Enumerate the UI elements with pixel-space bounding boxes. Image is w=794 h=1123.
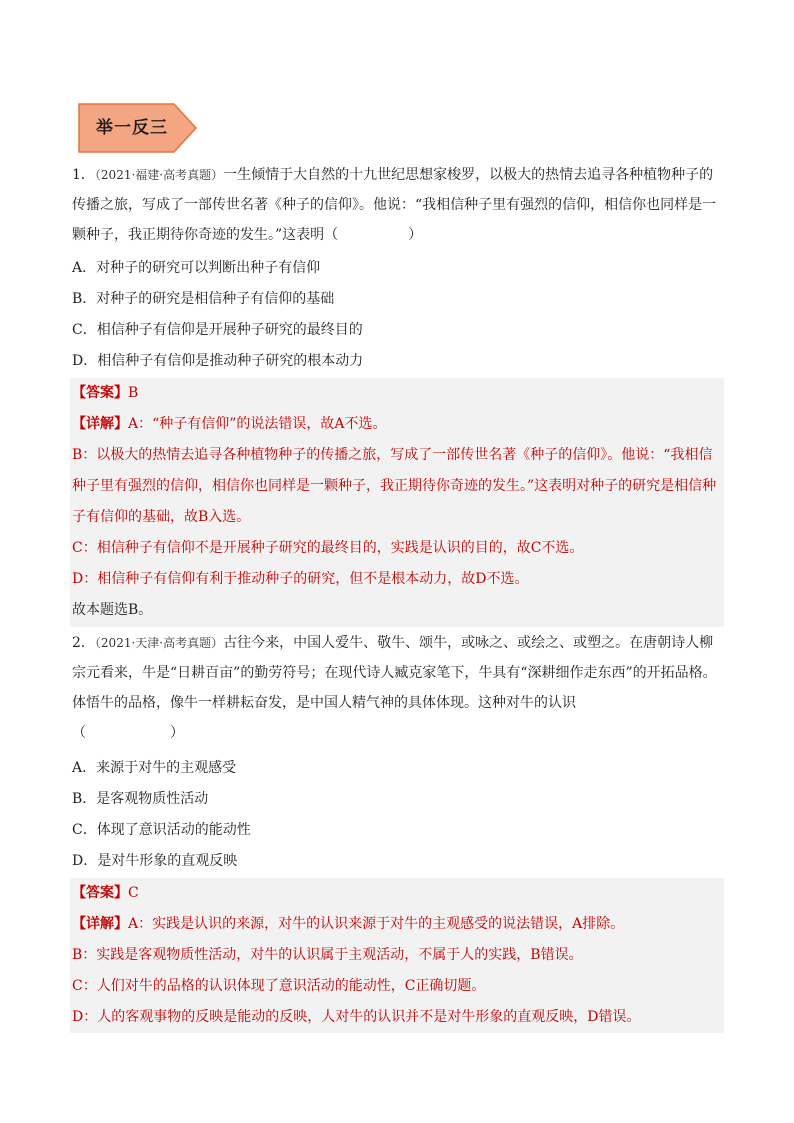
detail-b: B：实践是客观物质性活动，对牛的认识属于主观活动，不属于人的实践，B错误。 (72, 947, 583, 963)
detail-heading: 【详解】 (72, 416, 128, 432)
conclusion: 故本题选B。 (72, 602, 153, 618)
detail-c: C：相信种子有信仰不是开展种子研究的最终目的，实践是认识的目的，故C不选。 (72, 540, 584, 556)
answer-value: C (128, 885, 139, 901)
question-1 (72, 160, 724, 250)
detail-line-a (70, 909, 724, 940)
question-1-options (72, 253, 724, 377)
answer-box-2 (70, 878, 724, 1033)
question-source: （2021·天津·高考真题） (94, 636, 224, 650)
question-text: 古往今来，中国人爱牛、敬牛、颂牛，或咏之、或绘之、或塑之。在唐朝诗人柳宗元看来，牛是“日耕百亩”的勤劳符号；在现代诗人臧克家笔下，牛具有“深耕细作走东西”的开拓品格。体悟牛的品格，像牛一样耕耘奋发，是中国人精气神的具体体现。这种对牛的认识 (72, 635, 717, 711)
answer-heading: 【答案】 (72, 885, 128, 901)
answer-line (70, 878, 724, 909)
detail-d: D：相信种子有信仰有利于推动种子的研究，但不是根本动力，故D不选。 (72, 571, 529, 587)
answer-line (70, 378, 724, 409)
detail-line-a (70, 409, 724, 440)
option-d: D．相信种子有信仰是推动种子研究的根本动力 (72, 353, 364, 369)
option-a: A．来源于对牛的主观感受 (72, 760, 237, 776)
option-c: C．体现了意识活动的能动性 (72, 822, 251, 838)
answer-box-1 (70, 378, 724, 627)
question-1-stem (72, 160, 724, 250)
detail-b: B：以极大的热情去追寻各种植物种子的传播之旅，写成了一部传世名著《种子的信仰》。他说：“我相信种子里有强烈的信仰，相信你也同样是一颗种子，我正期待你奇迹的发生。”这表明对种子的研究是相信种子有信仰的基础，故B入选。 (72, 447, 717, 525)
detail-c: C：人们对牛的品格的认识体现了意识活动的能动性，C正确切题。 (72, 978, 486, 994)
detail-heading: 【详解】 (72, 916, 128, 932)
detail-d: D：人的客观事物的反映是能动的反映，人对牛的认识并不是对牛形象的直观反映，D错误。 (72, 1009, 641, 1025)
option-b: B．是客观物质性活动 (72, 791, 209, 807)
question-2-stem (72, 628, 724, 718)
detail-a: A：实践是认识的来源，对牛的认识来源于对牛的主观感受的说法错误，A排除。 (128, 916, 625, 932)
option-d: D．是对牛形象的直观反映 (72, 853, 238, 869)
detail-a: A：“种子有信仰”的说法错误，故A不选。 (128, 416, 387, 432)
section-title: 举一反三 (96, 118, 168, 138)
option-a: A．对种子的研究可以判断出种子有信仰 (72, 260, 321, 276)
section-banner (78, 103, 198, 153)
question-text: 一生倾情于大自然的十九世纪思想家梭罗，以极大的热情去追寻各种植物种子的传播之旅，写成了一部传世名著《种子的信仰》。他说：“我相信种子里有强烈的信仰，相信你也同样是一颗种子，我正期待你奇迹的发生。”这表明（ ） (72, 167, 717, 243)
answer-heading: 【答案】 (72, 385, 128, 401)
option-b: B．对种子的研究是相信种子有信仰的基础 (72, 291, 335, 307)
answer-blank: （ ） (72, 725, 184, 741)
question-number: 1． (72, 167, 95, 183)
question-2-options (72, 753, 724, 877)
option-c: C．相信种子有信仰是开展种子研究的最终目的 (72, 322, 363, 338)
answer-value: B (128, 385, 139, 401)
question-2 (72, 628, 724, 748)
question-source: （2021·福建·高考真题） (94, 168, 224, 182)
question-number: 2． (72, 635, 95, 651)
